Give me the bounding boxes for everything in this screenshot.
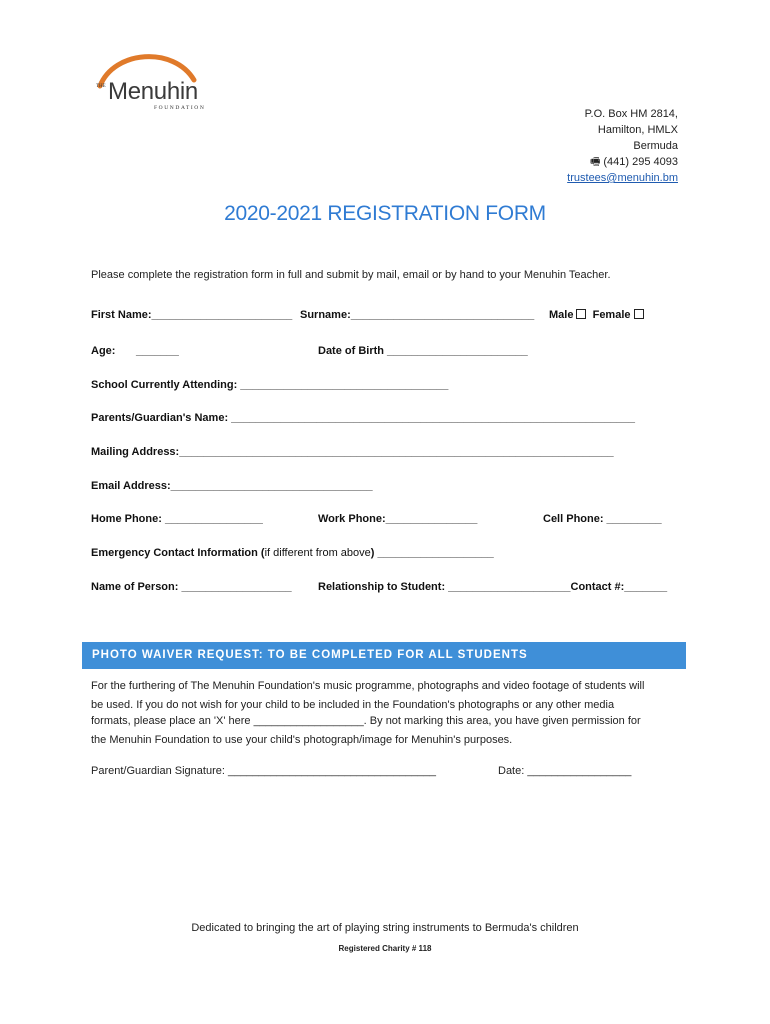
address-block <box>567 106 678 186</box>
logo-foundation: FOUNDATION <box>154 105 206 111</box>
footer-tagline: Dedicated to bringing the art of playing string instruments to Bermuda's children <box>191 922 579 934</box>
photo-waiver-banner <box>82 642 686 669</box>
logo-the: THE <box>96 84 106 89</box>
parents-name-field[interactable]: Parents/Guardian's Name: __________________________________________________________________ <box>91 412 635 424</box>
female-label: Female <box>592 309 631 321</box>
cell-phone-field[interactable]: Cell Phone: _________ <box>543 513 662 525</box>
waiver-opt-out-line[interactable]: formats, please place an 'X' here __________________. By not marking this area, you have given permission for <box>91 715 641 727</box>
logo-name: Menuhin <box>108 78 198 105</box>
emergency-note: if different from above <box>264 547 371 559</box>
waiver-text-line: be used. If you do not wish for your child to be included in the Foundation's photographs or any other media <box>91 699 615 711</box>
mailing-address-field[interactable]: Mailing Address:_______________________________________________________________________ <box>91 446 614 458</box>
first-name-field[interactable]: First Name:_______________________ <box>91 309 293 321</box>
waiver-text-line: For the furthering of The Menuhin Foundation's music programme, photographs and video footage of students will <box>91 680 645 692</box>
emergency-label: Emergency Contact Information ( <box>91 547 265 559</box>
page-title: 2020-2021 REGISTRATION FORM <box>224 202 546 225</box>
date-field[interactable]: Date: _________________ <box>498 765 632 777</box>
address-line: P.O. Box HM 2814, <box>584 108 678 120</box>
date-of-birth-field[interactable]: Date of Birth _______________________ <box>318 345 528 357</box>
surname-field[interactable]: Surname:______________________________ <box>300 309 535 321</box>
age-label: Age: <box>91 345 116 357</box>
gender-options <box>549 309 644 321</box>
parent-signature-field[interactable]: Parent/Guardian Signature: __________________________________ <box>91 765 436 777</box>
email-address-field[interactable]: Email Address:_________________________________ <box>91 480 373 492</box>
work-phone-field[interactable]: Work Phone:_______________ <box>318 513 478 525</box>
female-checkbox[interactable] <box>634 309 644 319</box>
footer-charity: Registered Charity # 118 <box>338 944 432 953</box>
email-link[interactable]: trustees@menuhin.bm <box>567 172 678 184</box>
male-checkbox[interactable] <box>576 309 586 319</box>
relationship-contact-field[interactable]: Relationship to Student: ____________________Contact #:_______ <box>318 581 668 593</box>
male-label: Male <box>549 309 574 321</box>
emergency-line: ) ___________________ <box>370 547 494 559</box>
address-phone: 🖷 (441) 295 4093 <box>589 156 678 168</box>
intro-text: Please complete the registration form in full and submit by mail, email or by hand to your Menuhin Teacher. <box>91 269 611 281</box>
waiver-text-line: the Menuhin Foundation to use your child's photograph/image for Menuhin's purposes. <box>91 734 513 746</box>
home-phone-field[interactable]: Home Phone: ________________ <box>91 513 263 525</box>
address-line: Hamilton, HMLX <box>597 124 678 136</box>
name-of-person-field[interactable]: Name of Person: __________________ <box>91 581 292 593</box>
school-field[interactable]: School Currently Attending: __________________________________ <box>91 379 449 391</box>
age-field[interactable]: _______ <box>136 345 179 357</box>
foundation-logo <box>94 52 214 114</box>
address-line: Bermuda <box>633 140 678 152</box>
photo-waiver-heading: PHOTO WAIVER REQUEST: TO BE COMPLETED FOR ALL STUDENTS <box>92 649 528 661</box>
emergency-contact-field[interactable] <box>91 547 494 559</box>
